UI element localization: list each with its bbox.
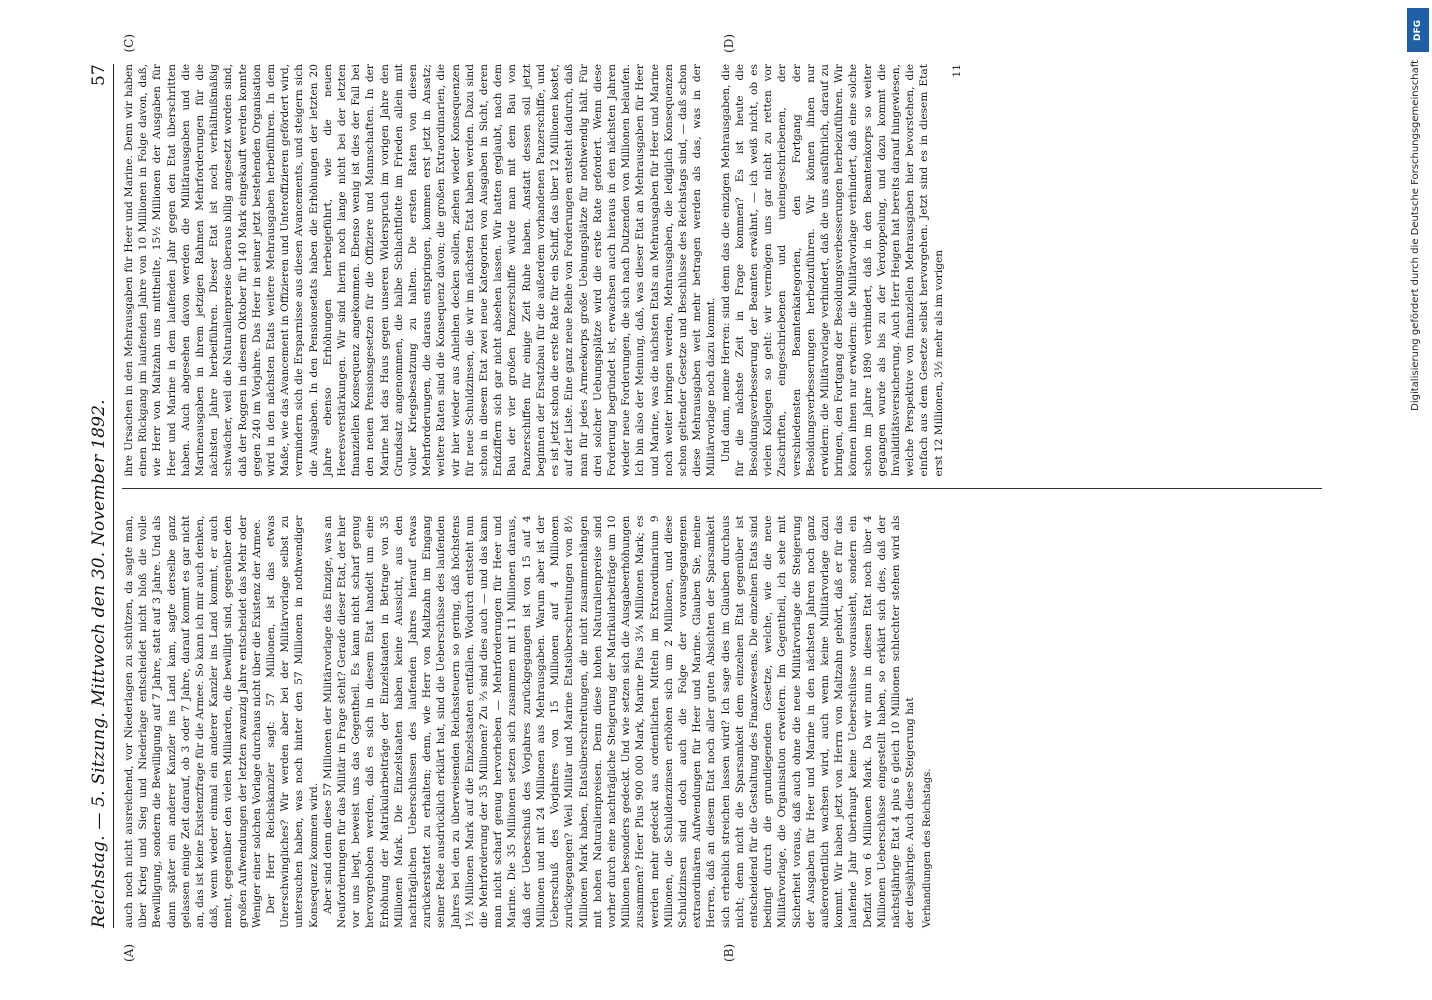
paragraph: Aber sind denn diese 57 Millionen der Militärvorlage das Einzige, was an Neuforderungen für das Militär in Frage steht? Gerade dieser Etat, der hier vor uns liegt, beweist uns das Gegentheil. Es kann nicht scharf genug hervorgehoben werden, daß es sich in diesem Etat handelt um eine Erhöhung der Matrikularbeiträge der Einzelstaaten in Betrage von 35 Millionen Mark. Die Einzelstaaten haben keine Aussicht, aus den nachträglichen Ueberschüssen des laufenden Jahres hierauf etwas zurückerstattet zu erhalten; denn, wie Herr von Maltzahn im Eingang seiner Rede ausdrücklich erklärt hat, sind die Ueberschüsse des laufenden Jahres bei den zu überweisenden Reichssteuern so gering, daß höchstens 1½ Millionen Mark auf die Einzelstaaten entfallen. Wodurch entsteht nun die Mehrforderung der 35 Millionen? Zu ⅔ sind dies auch — und das kann man nicht scharf genug hervorheben — Mehrforderungen für Heer und Marine. Die 35 Millionen setzen sich zusammen mit 11 Millionen daraus, daß der Ueberschuß des Vorjahres zurückgegangen ist von 15 auf 4 Millionen und mit 24 Millionen aus Mehrausgaben. Warum aber ist der Ueberschuß des Vorjahres von 15 Millionen auf 4 Millionen zurückgegangen? Weil Militär und Marine Etatsüberschreitungen von 8½ Millionen Mark haben, Etatsüberschreitungen, die nicht zusammenhängen mit hohen Naturalienpreisen. Denn diese hohen Naturalienpreise sind vorher durch eine nachträgliche Steigerung der Matrikularbeiträge um 10 Millionen besonders gedeckt. Und wie setzen sich die Ausgabeerhöhungen zusammen? Heer Plus 900 000 Mark, Marine Plus 3¼ Millionen Mark; es werden mehr gedeckt aus ordentlichen Mitteln im Extraordinarium 9 Millionen, die Schuldenzinsen erhöhen sich um 2 Millionen, und diese Schuldzinsen sind doch auch die Folge der vorausgegangenen extraordinären Aufwendungen für Heer und Marine. Glauben Sie, meine Herren, daß an diesem Etat noch aller guten Absichten der Sparsamkeit sich erheblich streichen lassen wird? Ich sage dies im Glauben durchaus nicht; denn nicht die Sparsamkeit dem einzelnen Etat gegenüber ist entscheidend für die Gestaltung des Finanzwesens. Die einzelnen Etats sind bedingt durch die grundlegenden Gesetze, welche, wie die neue Militärvorlage, die Organisation erweitern. Im Gegentheil, ich sehe mit Sicherheit voraus, daß auch ohne die neue Militärvorlage die Steigerung der Ausgaben für Heer und Marine in den nächsten Jahren noch ganz außerordentlich wachsen wird, auch wenn keine Militärvorlage dazu kommt. Wir haben jetzt von Herrn von Maltzahn gehört, daß er für das laufende Jahr überhaupt keine Ueberschüsse voraussieht, sondern ein Defizit von 6 Millionen Mark. Da wir nun in diesen Etat noch über 4 Millionen Ueberschüsse eingestellt haben, so erklärt sich dies, daß der nächstjährige Etat 4 plus 6 gleich 10 Millionen schlechter stehen wird als der diesjährige. Auch diese Steigerung hat	[321, 515, 917, 928]
digitization-credit-strip	[1404, 0, 1432, 1000]
left-column	[122, 515, 1322, 962]
signature-mark: 11	[950, 64, 963, 78]
paragraph: Der Herr Reichskanzler sagt: 57 Millionen, ist das etwas Unerschwingliches? Wir werden aber bei der Militärvorlage selbst zu untersuchen haben, was noch hinter den 57 Millionen in nothwendiger Konsequenz kommen wird.	[265, 515, 320, 928]
paragraph: auch noch nicht ausreichend, vor Niederlagen zu schützen, da sagte man, über Krieg und Sieg und Niederlage entscheidet nicht bloß die volle Bewilligung, sondern die Bewilligung auf 7 Jahre, statt auf 3 Jahre. Und als dann später ein anderer Kanzler ins Land kam, sagte derselbe ganz gelassen einige Zeit darauf, ob 3 oder 7 Jahre, darauf kommt es gar nicht an, das ist keine Existenzfrage für die Armee. So kann ich mir auch denken, daß, wenn wieder einmal ein anderer Kanzler ins Land kommt, er auch meint, gegenüber den vielen Milliarden, die bewilligt sind, gegenüber den großen Aufwendungen der letzten zwanzig Jahre entscheidet das Mehr oder Weniger einer solchen Vorlage durchaus nicht über die Existenz der Armee.	[123, 515, 263, 928]
page-header	[89, 64, 114, 928]
paragraph: Und dann, meine Herren: sind denn das die einzigen Mehrausgaben, die für die nächste Zeit in Frage kommen? Es ist heute die Besoldungsverbesserung der Beamten erwähnt, — ich weiß nicht, ob es vielen Kollegen so geht: wir vermögen uns gar nicht zu retten vor Zuschriften, eingeschriebenen und uneingeschriebenen, der verschiedensten Beamtenkategorien, den Fortgang der Besoldungsverbesserungen herbeizuführen. Wir können ihnen nur erwidern: die Militärvorlage verhindert, daß die uns ausführlich, darauf zu bringen, den Fortgang der Besoldungsverbesserungen herbeizuführen. Wir können ihnen nur erwidern: die Militärvorlage verhindert, daß eine solche schon im Jahre 1890 verhindert, daß in den Beamtenkorps so weiter gegangen wurde als bis zu der Verdoppelung, und dazu kommt die Invaliditätsversicherung. Auch Herr Heigen hat bereits darauf hingewiesen, welche Perspektive von finanziellen Mehrausgaben hier bevorstehen, die einfach aus dem Gesetze selbst hervorgehen. Jetzt sind es in diesem Etat erst 12 Millionen, 3½ mehr als im vorigen	[719, 64, 945, 477]
text-columns	[122, 34, 1322, 962]
digitization-credit-text: Digitalisierung gefördert durch die Deutsche Forschungsgemeinschaft	[1410, 60, 1421, 411]
margin-marker-a: (A)	[122, 943, 136, 962]
margin-marker-d: (D)	[722, 34, 736, 53]
column-footer: Verhandlungen des Reichstags.	[922, 768, 934, 928]
page-number: 57	[89, 64, 109, 87]
dfg-logo-icon: DFG	[1407, 8, 1429, 52]
rotated-document-page	[51, 20, 1381, 980]
margin-marker-c: (C)	[122, 34, 136, 53]
right-column	[122, 34, 1322, 490]
paragraph: ihre Ursachen in den Mehrausgaben für Heer und Marine. Denn wir haben einen Rückgang im laufenden Jahre von 10 Millionen in Folge davon, daß, wie Herr von Maltzahn uns mittheilte, 15½ Millionen der Ausgaben für Heer und Marine in dem laufenden Jahr gegen den Etat überschritten haben. Auch abgesehen davon werden die Militärausgaben und die Marineausgaben in ihrem jetzigen Rahmen Mehrforderungen für die nächsten Jahre herbeiführen. Dieser Etat ist noch verhältnißmäßig schwächer, weil die Naturalienpreise überaus billig angesetzt worden sind, daß der Roggen in diesem Oktober für 140 Mark eingekauft werden konnte gegen 240 im Vorjahre. Das Heer in seiner jetzt bestehenden Organisation wird in den nächsten Etats weitere Mehrausgaben herbeiführen. In dem Maße, wie das Avancement in Offizieren und Unteroffizieren gefördert wird, vermindern sich die Ersparnisse aus diesen Avancements, und steigern sich die Ausgaben. In den Pensionsetats haben die Erhöhungen der letzten 20 Jahre ebenso Erhöhungen herbeigeführt, wie die neuen Heeresverstärkungen. Wir sind hierin noch lange nicht bei der letzten finanziellen Konsequenz angekommen. Ebenso wenig ist dies der Fall bei den neuen Pensionsgesetzen für die Offiziere und Mannschaften. In der Marine hat das Haus gegen unseren Widerspruch im vorigen Jahre den Grundsatz angenommen, die halbe Schlachtflotte im Frieden allein mit voller Kriegsbesatzung zu halten. Die ersten Raten von diesen Mehrforderungen, die daraus entspringen, kommen erst jetzt in Ansatz; weitere Raten sind die Konsequenz davon; die großen Extraordinarien, die wir hier wieder aus Anleihen decken sollen, ziehen wieder Konsequenzen für neue Schuldzinsen, die wir im nächsten Etat haben werden. Dazu sind schon in diesem Etat zwei neue Kategorien von Ausgaben in Sicht, deren Endziffern sich gar nicht absehen lassen. Wir hatten geglaubt, nach dem Bau der vier großen Panzerschiffe würde man mit dem Bau von Panzerschiffen für einige Zeit Ruhe haben. Anstatt dessen soll jetzt beginnen der Ersatzbau für die außerdem vorhandenen Panzerschiffe, und es ist jetzt schon die erste Rate für ein Schiff, das über 12 Millionen kostet, auf der Liste. Eine ganz neue Reihe von Forderungen entsteht dadurch, daß man für jedes Armeekorps große Uebungsplätze für nothwendig hält. Für drei solcher Uebungsplätze wird die erste Rate gefordert. Wenn diese Forderung begründet ist, erwachsen auch hieraus in den nächsten Jahren wieder neue Forderungen, die sich nach Dutzenden von Millionen belaufen. Ich bin also der Meinung, daß, was dieser Etat an Mehrausgaben für Heer und Marine, was die nächsten Etats an Mehrausgaben für Heer und Marine noch weiter bringen werden, Mehrausgaben, die lediglich Konsequenzen schon geltender Gesetze und Beschlüsse des Reichstags sind, — daß schon diese Mehrausgaben weit mehr betragen werden als das, was in der Militärvorlage noch dazu kommt.	[123, 64, 718, 477]
page-title: Reichstag. — 5. Sitzung. Mittwoch den 30. November 1892.	[89, 399, 109, 928]
margin-marker-b: (B)	[722, 943, 736, 962]
